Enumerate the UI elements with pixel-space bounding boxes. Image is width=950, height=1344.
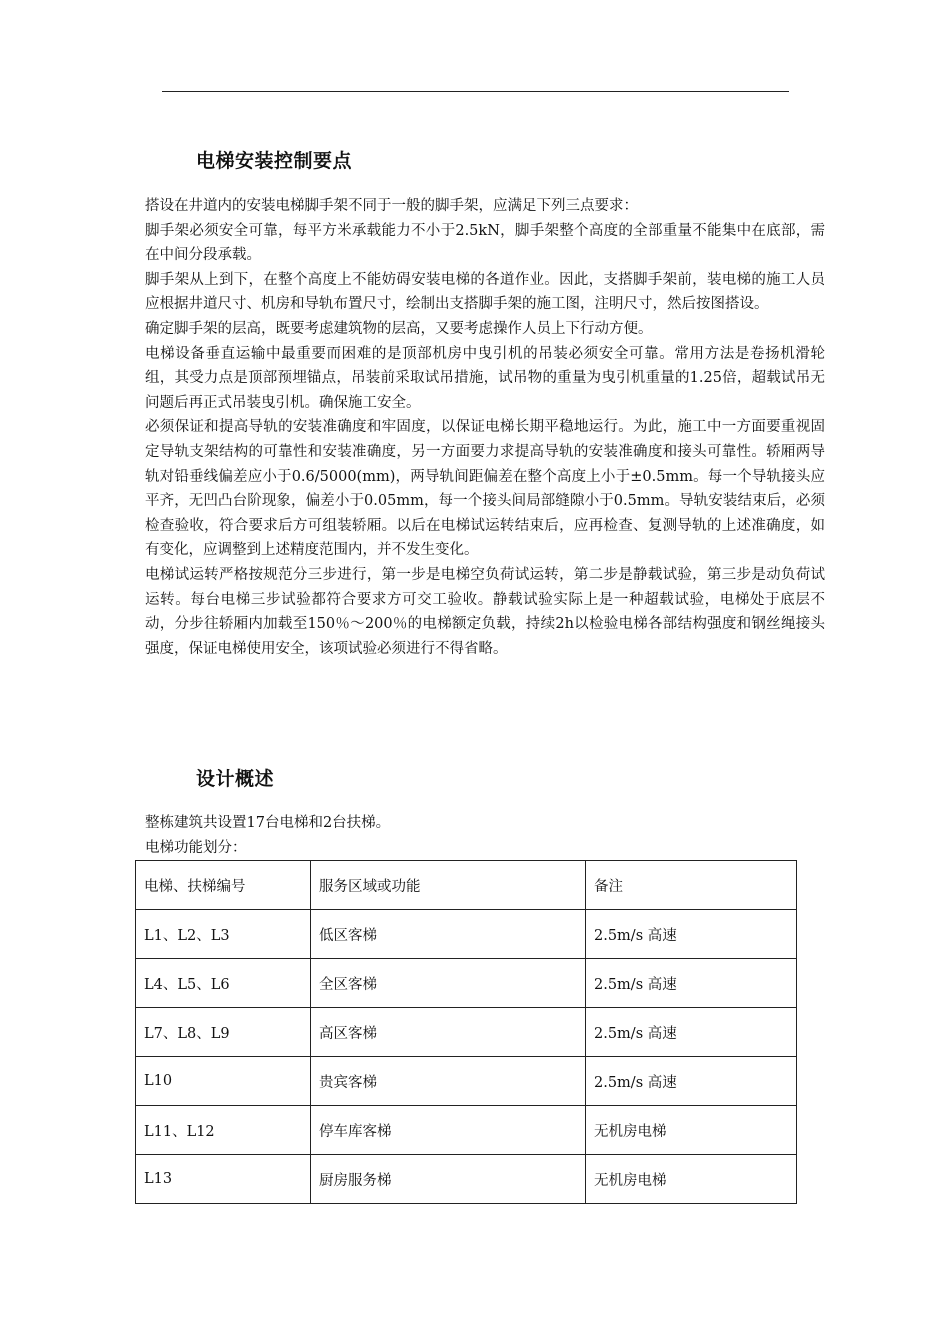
- table-cell: L11、L12: [136, 1106, 311, 1155]
- table-row: [136, 1155, 797, 1204]
- paragraph: 电梯功能划分：: [145, 839, 247, 856]
- table-cell: L13: [136, 1155, 311, 1204]
- paragraph: 电梯设备垂直运输中最重要而困难的是顶部机房中曳引机的吊装必须安全可靠。常用方法是卷扬机滑轮组，其受力点是顶部预埋锚点，吊装前采取试吊措施，试吊物的重量为曳引机重量的1.25倍，超载试吊无问题后再正式吊装曳引机。确保施工安全。: [145, 345, 825, 411]
- table-cell: 高区客梯: [311, 1008, 586, 1057]
- table-cell: 厨房服务梯: [311, 1155, 586, 1204]
- elevator-table: [135, 860, 797, 1204]
- table-row: [136, 1057, 797, 1106]
- table-cell: 2.5m/s 高速: [586, 1008, 797, 1057]
- table-cell: L7、L8、L9: [136, 1008, 311, 1057]
- paragraph: 整栋建筑共设置17台电梯和2台扶梯。: [145, 815, 391, 831]
- table-row: [136, 1106, 797, 1155]
- header-cell: 电梯、扶梯编号: [136, 861, 311, 910]
- table-cell: 无机房电梯: [586, 1155, 797, 1204]
- header-cell: 备注: [586, 861, 797, 910]
- table-cell: L10: [136, 1057, 311, 1106]
- header-cell: 服务区域或功能: [311, 861, 586, 910]
- table-cell: 2.5m/s 高速: [586, 959, 797, 1008]
- table-cell: 无机房电梯: [586, 1106, 797, 1155]
- paragraph: 电梯试运转严格按规范分三步进行，第一步是电梯空负荷试运转，第二步是静载试验，第三步是动负荷试运转。每台电梯三步试验都符合要求方可交工验收。静载试验实际上是一种超载试验，电梯处于底层不动，分步往轿厢内加载至150％～200％的电梯额定负载，持续2h以检验电梯各部结构强度和钢丝绳接头强度，保证电梯使用安全，该项试验必须进行不得省略。: [145, 566, 825, 657]
- paragraph: 确定脚手架的层高，既要考虑建筑物的层高，又要考虑操作人员上下行动方便。: [145, 320, 653, 337]
- header-rule: [162, 91, 789, 92]
- section-body-design: [145, 811, 825, 860]
- table-cell: 2.5m/s 高速: [586, 910, 797, 959]
- paragraph: 脚手架从上到下，在整个高度上不能妨碍安装电梯的各道作业。因此，支搭脚手架前，装电梯的施工人员应根据井道尺寸、机房和导轨布置尺寸，绘制出支搭脚手架的施工图，注明尺寸，然后按图搭设。: [145, 271, 825, 313]
- paragraph: 搭设在井道内的安装电梯脚手架不同于一般的脚手架，应满足下列三点要求：: [145, 198, 638, 214]
- table-cell: L4、L5、L6: [136, 959, 311, 1008]
- table-row: [136, 1008, 797, 1057]
- table-cell: 全区客梯: [311, 959, 586, 1008]
- table-cell: 低区客梯: [311, 910, 586, 959]
- table-row: [136, 959, 797, 1008]
- table-cell: 贵宾客梯: [311, 1057, 586, 1106]
- table-cell: L1、L2、L3: [136, 910, 311, 959]
- table-cell: 2.5m/s 高速: [586, 1057, 797, 1106]
- table-cell: 停车库客梯: [311, 1106, 586, 1155]
- section-title-installation: 电梯安装控制要点: [196, 150, 353, 172]
- table-row: [136, 910, 797, 959]
- table-header-row: [136, 861, 797, 910]
- paragraph: 脚手架必须安全可靠，每平方米承载能力不小于2.5kN，脚手架整个高度的全部重量不能集中在底部，需在中间分段承载。: [145, 222, 825, 264]
- section-body-installation: [145, 194, 825, 661]
- paragraph: 必须保证和提高导轨的安装准确度和牢固度，以保证电梯长期平稳地运行。为此，施工中一方面要重视固定导轨支架结构的可靠性和安装准确度，另一方面要力求提高导轨的安装准确度和接头可靠性。轿厢两导轨对铅垂线偏差应小于0.6/5000(mm)，两导轨间距偏差在整个高度上小于±0.5mm。每一个导轨接头应平齐，无凹凸台阶现象，偏差小于0.05mm，每一个接头间局部缝隙小于0.5mm。导轨安装结束后，必须检查验收，符合要求后方可组装轿厢。以后在电梯试运转结束后，应再检查、复测导轨的上述准确度，如有变化，应调整到上述精度范围内，并不发生变化。: [145, 419, 825, 559]
- section-title-design: 设计概述: [196, 768, 275, 790]
